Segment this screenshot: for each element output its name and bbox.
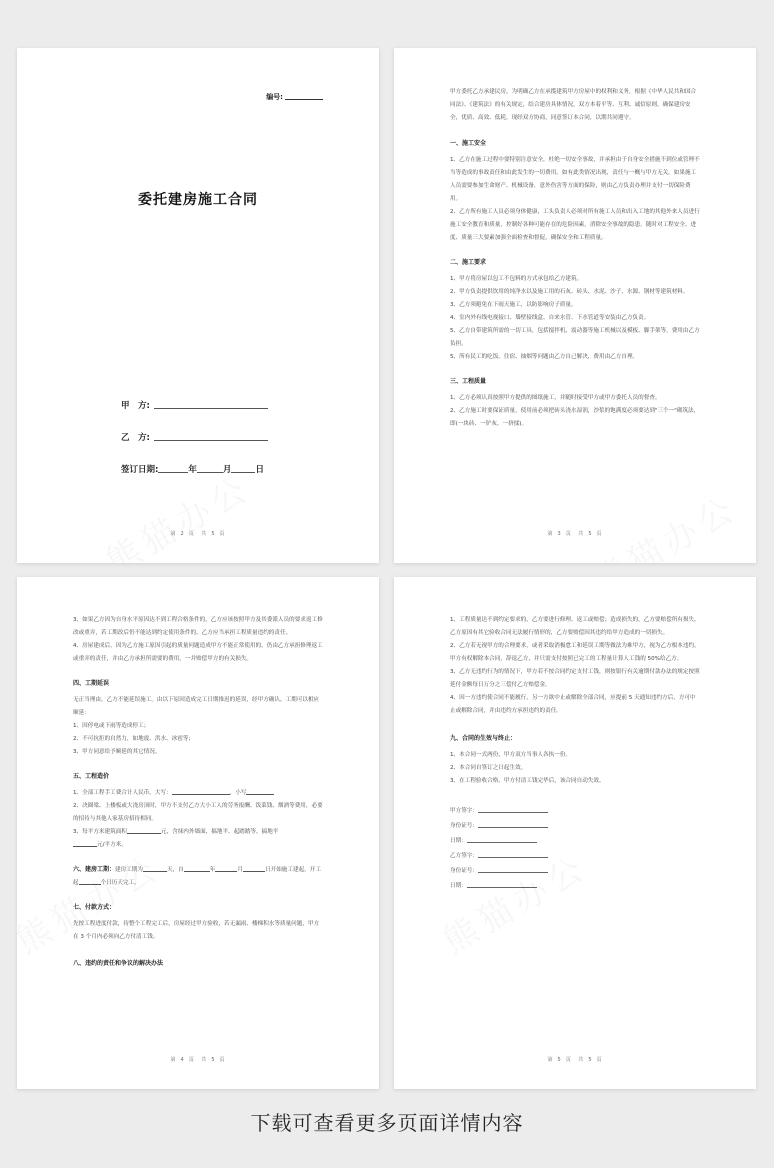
- page-number: 第 5 页 共 5 页: [547, 1057, 603, 1063]
- paragraph: 1、乙方必须认真按照甲方提供的图纸施工，并随时接受甲方或甲方委托人员的督查。: [450, 395, 661, 401]
- paragraph: 3、乙方须避免在下雨天施工，以防影响房子质量。: [450, 302, 577, 308]
- paragraph: 4、因一方违约使合同不能履行，另一方欲中止或解除全部合同，应提前 5 天通知违约方后，方可中止或解除合同，并由违约方承担违约的责任。: [450, 695, 696, 714]
- intro-paragraph: 甲方委托乙方承建民房，为明确乙方在承揽建筑甲方房屋中的权利和义务，根据《中华人民共和国合同法》、《建筑法》的有关规定，结合建房具体情况，双方本着平等、互利、诚信原则，确保建房安全，优质、高效、低耗，现经双方协商，同意签订本合同，以期共同遵守。: [450, 89, 697, 121]
- paragraph: 2、乙方施工时要保证质量，使用前必须把砖头浇水湿润，沙浆的饱满度必须要达到"三个一"砌筑法，即(一块砖、一铲灰、一挤揉)。: [450, 408, 700, 427]
- paragraph: 先按工程进度付款，待整个工程完工后，房屋经过甲方验收，若无漏雨、楼梯积水等质量问题，甲方在 3 个月内必须向乙方付清工钱。: [73, 921, 320, 940]
- page-body: [450, 614, 700, 894]
- document-page-4: [17, 577, 379, 1089]
- section-heading: 二、施工要求: [450, 259, 487, 266]
- paragraph: 2、本合同自签订之日起生效。: [450, 765, 527, 771]
- paragraph: 2、不可抗拒的自然力，如地震、洪水、冰雹等；: [73, 736, 195, 742]
- section-heading: 一、施工安全: [450, 140, 487, 147]
- document-page-3: [394, 48, 756, 563]
- paragraph: 1、乙方在施工过程中要特别注意安全，杜绝一切安全事故，并承担由于自身安全措施不到位或管理不当等造成的事故责任和由此发生的一切费用。如有此类情况出现，责任与一概与甲方无关。如果施工人员需要参加生命财产、机械设备，意外伤害等方面的保险，则由乙方负责办理并支付一切保险费用。: [450, 157, 700, 202]
- page-number: 第 2 页 共 5 页: [170, 531, 226, 537]
- section-heading: 三、工程质量: [450, 378, 487, 385]
- section-heading: 五、工程造价: [73, 773, 110, 780]
- paragraph: 3、在工程验收合格，甲方付清工钱完毕后，该合同自动失效。: [450, 778, 605, 784]
- paragraph: 1、全部工程手工费合计人民币，大写： ，小写: [73, 787, 323, 800]
- paragraph: 3、乙方无违约行为的情况下，甲方若不按合同约定支付工钱，则按银行有关逾期付款办法的规定按照延付金额每日万分之三偿付乙方赔偿金。: [450, 669, 700, 688]
- page-number: 第 4 页 共 5 页: [170, 1057, 226, 1063]
- document-page-cover: [17, 48, 379, 563]
- section-heading: 九、合同的生效与终止：: [450, 735, 517, 742]
- paragraph: 5、所有民工的吃饭、住宿、抽烟等问题由乙方自己解决，费用由乙方自理。: [450, 354, 639, 360]
- party-b-field: 乙 方:: [121, 431, 268, 443]
- paragraph: 4、室内外有线电视接口、墙壁接线盒、自来水管、下水管道等安装由乙方负责。: [450, 315, 650, 321]
- sign-line: 日期：: [450, 879, 700, 894]
- paragraph: 3、甲方同意给予顺延的其它情况。: [73, 749, 161, 755]
- download-caption: 下载可查看更多页面详情内容: [250, 1111, 524, 1135]
- paragraph: 1、本合同一式两份，甲方双方当事人各执一份。: [450, 752, 572, 758]
- watermark: [582, 481, 745, 563]
- paragraph: 5、乙方自带建筑所需的一切工具，包括搅拌机、震动器等施工机械以及模板、脚手架等，费用由乙方负担。: [450, 328, 700, 347]
- paragraph: 六、建房工期：建房工期为 天，自 年 月 日开始施工建起，开工起 个日历天完工。: [73, 866, 321, 886]
- paragraph: 2、决圈梁、上楼板或大浇房顶时，甲方不支付乙方大小工人的劳务报酬、饭菜钱、烟酒等费用，必要的招待与其他人家基房招待相同。: [73, 803, 323, 822]
- sign-line: 身份证号：: [450, 819, 700, 834]
- page-body: [73, 614, 323, 974]
- paragraph: 2、乙方若无视甲方的合理要求，或者采取消极怠工和延误工期等做法为难甲方，视为乙方根本违约，甲方有权解除本合同，辞退乙方，并只需支付按照已完工的工程量计算人工钱的 50%给乙方。: [450, 643, 700, 662]
- page-body: [450, 86, 700, 431]
- page-title: 委托建房施工合同: [138, 192, 258, 208]
- paragraph: 2、乙方所有施工人员必须身体健康，工头负责人必须对所有施工人员和出入工地的其他外来人员进行施工安全教育和质量，控制好各种可能存在的危险因素，消除安全事故的隐患。随时对工程安全、进度、质量三大要素加强全面检查和督促，确保安全和工程质量。: [450, 209, 700, 241]
- contract-number-field: 编号:: [266, 92, 323, 102]
- page-number: 第 3 页 共 5 页: [547, 531, 603, 537]
- paragraph: 1、因停电或下雨等造成停工；: [73, 723, 150, 729]
- paragraph: 2、甲方负责提供饮用的纯净水以及施工用的石灰、砖头、水泥、沙子、水源、钢材等建筑材料。: [450, 289, 689, 295]
- section-heading: 四、工期延误: [73, 680, 110, 687]
- sign-line: 乙方签字：: [450, 849, 700, 864]
- paragraph: 3、每平方米建筑面积 元，含抹内外墙面、搞地平、起踏踏等，搞地平 元/平方米。: [73, 829, 279, 848]
- sign-line: 日期：: [450, 834, 700, 849]
- section-heading: 七、付款方式：: [73, 904, 116, 911]
- paragraph: 1、甲方将房屋以包工不包料的方式承包给乙方建筑。: [450, 276, 583, 282]
- paragraph: 1、工程质量达不到约定要求的，乙方要进行修理、返工或赔偿；造成损失的，乙方要赔偿所有损失。乙方原因有其它验收合同无法履行情形的，乙方要赔偿因其违约给甲方造成的一切损失。: [450, 617, 700, 636]
- paragraph: 3、如果乙方因为自身水平原因达不到工程合格条件的，乙方应该按照甲方及其委派人员的要求返工修改或重弄，若工期改后仍不能达到约定使用条件的，乙方应当承担工程质量违约的责任。: [73, 617, 323, 636]
- sign-date-field: 签订日期: 年 月 日: [121, 465, 264, 475]
- document-page-5: [394, 577, 756, 1089]
- sign-line: 甲方签字：: [450, 804, 700, 819]
- paragraph: 无正当理由，乙方不能延误施工。由以下原因造成完工日期推迟的延误，经甲方确认，工期可以相应顺延：: [73, 697, 320, 716]
- signature-block: [450, 804, 700, 894]
- section-heading: 八、违约的责任和争议的解决办法: [73, 960, 164, 967]
- sign-line: 身份证号：: [450, 864, 700, 879]
- watermark: [95, 461, 258, 563]
- paragraph: 4、房屋建成后，因为乙方施工原因引起的质量问题造成甲方不能正常使用的，仍由乙方承担修理返工或重弄的责任，并由乙方承担所需要的费用，一并赔偿甲方的有关损失。: [73, 643, 323, 662]
- party-a-field: 甲 方:: [121, 399, 268, 411]
